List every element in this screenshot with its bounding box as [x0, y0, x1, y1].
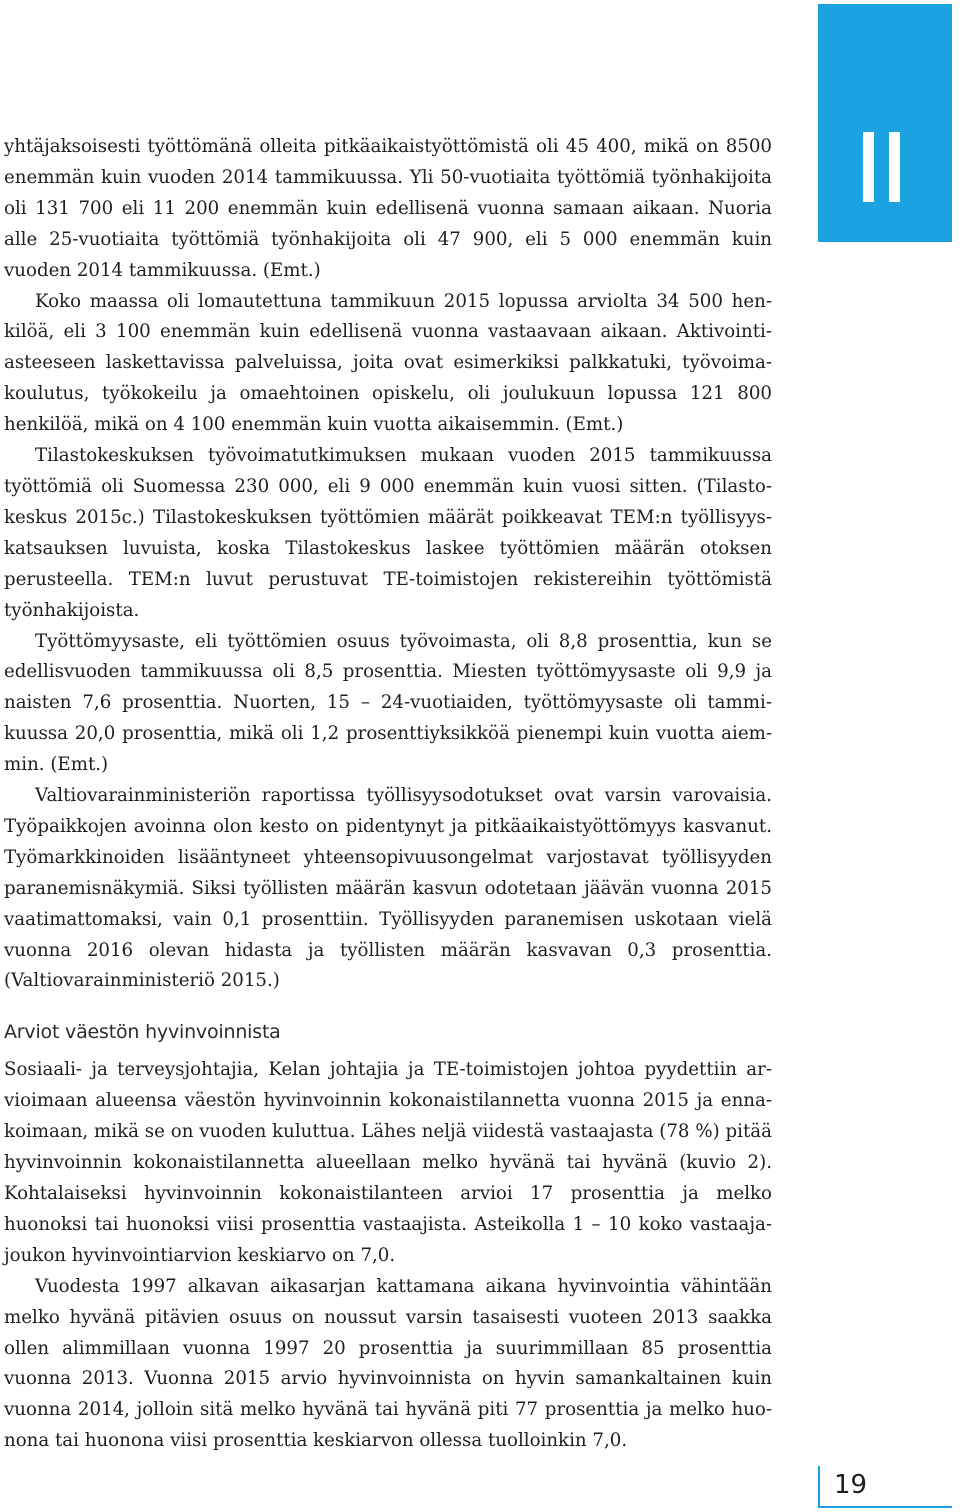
paragraph: Tilastokeskuksen työvoimatutkimuksen mukaan vuoden 2015 tammikuussa työttömiä oli Suomessa 230 000, eli 9 000 enemmän kuin vuosi sitten. (Tilastokeskus 2015c.) Tilastokeskuksen työttömien määrät poikkeavat TEM:n työllisyyskatsauksen luvuista, koska Tilastokeskus laskee työttömien määrän otoksen perusteella. TEM:n luvut perustuvat TE-toimistojen rekistereihin työttömistä työnhakijoista. [4, 445, 772, 621]
paragraph: Työttömyysaste, eli työttömien osuus työvoimasta, oli 8,8 prosenttia, kun se edellisvuoden tammikuussa oli 8,5 prosenttia. Miesten työttömyysaste oli 9,9 ja naisten 7,6 prosenttia. Nuorten, 15 – 24-vuotiaiden, työttömyysaste oli tammikuussa 20,0 prosenttia, mikä oli 1,2 prosenttiyksikköä pienempi kuin vuotta aiemmin. (Emt.) [4, 630, 772, 776]
section-marker-bar [863, 132, 874, 202]
paragraph: yhtäjaksoisesti työttömänä olleita pitkäaikaistyöttömistä oli 45 400, mikä on 8500 enemmän kuin vuoden 2014 tammikuussa. Yli 50-vuotiaita työttömiä työnhakijoita oli 131 700 eli 11 200 enemmän kuin edellisenä vuonna samaan aikaan. Nuoria alle 25-vuotiaita työttömiä työnhakijoita oli 47 900, eli 5 000 enemmän kuin vuoden 2014 tammikuussa. (Emt.) [4, 136, 772, 281]
page-number-box [818, 1466, 952, 1508]
section-marker-bar [889, 132, 900, 202]
paragraph: Vuodesta 1997 alkavan aikasarjan kattamana aikana hyvinvointia vähintään melko hyvänä pitävien osuus on noussut varsin tasaisesti vuoteen 2013 saakka ollen alimmillaan vuonna 1997 20 prosenttia ja suurimmillaan 85 prosenttia vuonna 2013. Vuonna 2015 arvio hyvinvoinnista on hyvin samankaltainen kuin vuonna 2014, jolloin sitä melko hyvänä tai hyvänä piti 77 prosenttia ja melko huonona tai huonona viisi prosenttia keskiarvon ollessa tuolloinkin 7,0. [4, 1275, 772, 1452]
paragraph: Sosiaali- ja terveysjohtajia, Kelan johtajia ja TE-toimistojen johtoa pyydettiin arvioimaan alueensa väestön hyvinvoinnin kokonaistilannetta vuonna 2015 ja ennakoimaan, mikä se on vuoden kuluttua. Lähes neljä viidestä vastaajasta (78 %) pitää hyvinvoinnin kokonaistilannetta alueellaan melko hyvänä tai hyvänä (kuvio 2). Kohtalaiseksi hyvinvoinnin kokonaistilanteen arvioi 17 prosenttia ja melko huonoksi tai huonoksi viisi prosenttia vastaajista. Asteikolla 1 – 10 koko vastaajajoukon hyvinvointiarvion keskiarvo on 7,0. [4, 1059, 772, 1266]
section-tab [818, 4, 952, 242]
page-number: 19 [834, 1470, 868, 1500]
body-text [4, 132, 772, 1457]
paragraph: Koko maassa oli lomautettuna tammikuun 2015 lopussa arviolta 34 500 henkilöä, eli 3 100 enemmän kuin edellisenä vuonna vastaavaan aikaan. Aktivointiasteeseen laskettavissa palveluissa, joita ovat esimerkiksi palkkatuki, työvoimakoulutus, työkokeilu ja omaehtoinen opiskelu, oli joulukuun lopussa 121 800 henkilöä, mikä on 4 100 enemmän kuin vuotta aikaisemmin. (Emt.) [4, 290, 772, 436]
paragraph: Valtiovarainministeriön raportissa työllisyysodotukset ovat varsin varovaisia. Työpaikkojen avoinna olon kesto on pidentynyt ja pitkäaikaistyöttömyys kasvanut. Työmarkkinoiden lisääntyneet yhteensopivuusongelmat varjostavat työllisyyden paranemisnäkymiä. Siksi työllisten määrän kasvun odotetaan jäävän vuonna 2015 vaatimattomaksi, vain 0,1 prosenttiin. Työllisyyden paranemisen uskotaan vielä vuonna 2016 olevan hidasta ja työllisten määrän kasvavan 0,3 prosenttia. (Valtiovarainministeriö 2015.) [4, 785, 772, 992]
section-heading: Arviot väestön hyvinvoinnista [4, 1021, 281, 1044]
